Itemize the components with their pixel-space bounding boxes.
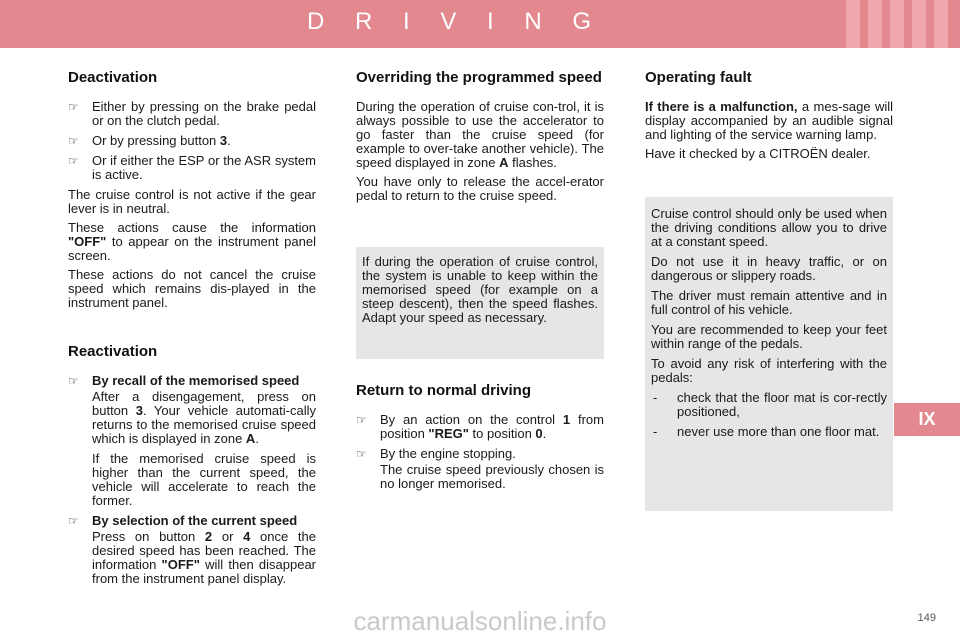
bullet-text: . [227, 133, 231, 148]
bullet-title: By selection of the current speed [92, 513, 298, 528]
text: During the operation of cruise con-trol, it is always possible to use the accelerator to go faster than the cruise speed (for example to over-take another vehicle). The speed displayed in zone [356, 99, 604, 170]
pointing-hand-icon: ☞ [68, 100, 79, 114]
warning-text: Do not use it in heavy traffic, or on dangerous or slippery roads. [651, 254, 887, 283]
reg-label: "REG" [428, 426, 469, 441]
warning-text: The driver must remain attentive and in full control of his vehicle. [651, 288, 887, 317]
paragraph: The cruise control is not active if the gear lever is in neutral. [68, 187, 316, 216]
zone-label: A [499, 155, 509, 170]
deactivation-item [68, 154, 316, 182]
bullet-text: Or if either the ESP or the ASR system is active. [92, 153, 316, 182]
pointing-hand-icon: ☞ [68, 374, 79, 388]
text: will then disappear from the instrument panel display. [92, 557, 317, 586]
bullet-text: Either by pressing on the brake pedal or on the clutch pedal. [92, 99, 316, 128]
reactivation-item [68, 374, 316, 388]
page-number: 149 [917, 612, 936, 624]
text: flashes. [508, 155, 557, 170]
watermark: carmanualsonline.info [353, 606, 607, 636]
dash-marker: - [653, 390, 658, 405]
header-stripe [868, 0, 882, 48]
column-middle [356, 70, 604, 497]
bullet-text: By the engine stopping. [380, 446, 516, 461]
paragraph: These actions do not cancel the cruise speed which remains dis-played in the instrument panel. [68, 267, 316, 310]
page-header [0, 0, 960, 48]
text: These actions cause the information [68, 220, 316, 235]
header-stripe [912, 0, 926, 48]
text: or [212, 529, 244, 544]
header-stripe [890, 0, 904, 48]
off-label: "OFF" [161, 557, 200, 572]
button-number: 2 [204, 529, 213, 544]
paragraph [68, 221, 316, 263]
text: never use more than one floor mat. [677, 424, 880, 439]
warning-text: To avoid any risk of interfering with the pedals: [651, 356, 887, 385]
warning-text: Cruise control should only be used when the driving conditions allow you to drive at a constant speed. [651, 206, 887, 249]
bullet-text: Or by pressing button [92, 133, 220, 148]
sub-paragraph: The cruise speed previously chosen is no longer memorised. [380, 462, 604, 491]
text: Press on button [92, 529, 205, 544]
warning-list-item [651, 391, 887, 419]
reactivation-item [68, 514, 316, 528]
pointing-hand-icon: ☞ [68, 514, 79, 528]
pointing-hand-icon: ☞ [68, 134, 79, 148]
deactivation-heading: Deactivation [68, 69, 158, 86]
paragraph: You have only to release the accel-erator pedal to return to the cruise speed. [356, 174, 604, 203]
text: . [542, 426, 547, 441]
overriding-heading: Overriding the programmed speed [356, 69, 602, 86]
header-stripe [934, 0, 948, 48]
button-number: 3 [135, 403, 143, 418]
text: By an action on the control [380, 412, 563, 427]
paragraph [645, 100, 893, 142]
zone-label: A [245, 431, 256, 446]
sub-paragraph [68, 390, 316, 446]
chapter-tab: IX [894, 403, 960, 436]
info-box [356, 247, 604, 359]
deactivation-item [68, 100, 316, 128]
return-item [356, 413, 604, 441]
paragraph [356, 100, 604, 170]
off-label: "OFF" [68, 234, 107, 249]
warning-box [645, 197, 893, 511]
text: once the desired speed has been reached. The information [92, 529, 316, 572]
text: . [255, 431, 259, 446]
header-stripes [846, 0, 948, 48]
button-number: 3 [219, 133, 228, 148]
page-title: D R I V I N G [306, 8, 603, 35]
control-number: 1 [562, 412, 571, 427]
bold-text: If there is a malfunction, [645, 99, 798, 114]
header-stripe [846, 0, 860, 48]
sub-paragraph: If the memorised cruise speed is higher than the current speed, the vehicle will accelerate to reach the former. [92, 451, 316, 508]
warning-list-item [651, 425, 887, 439]
text: After a disengagement, press on button [92, 389, 316, 418]
button-number: 4 [243, 529, 251, 544]
text: from position [380, 412, 604, 441]
pointing-hand-icon: ☞ [68, 154, 79, 168]
text: . Your vehicle automati-cally returns to the memorised cruise speed which is displayed in zone [92, 403, 316, 446]
column-right [645, 70, 893, 511]
text: a mes-sage will display accompanied by an audible signal and lighting of the service warning lamp. [645, 99, 893, 142]
text: check that the floor mat is cor-rectly positioned, [677, 390, 887, 419]
return-heading: Return to normal driving [356, 382, 532, 399]
reactivation-heading: Reactivation [68, 343, 158, 360]
operating-fault-heading: Operating fault [645, 69, 752, 86]
position-number: 0 [535, 426, 543, 441]
info-box-text: If during the operation of cruise control, the system is unable to keep within the memorised speed (for example on a steep descent), then the speed flashes. Adapt your speed as necessary. [362, 254, 598, 325]
pointing-hand-icon: ☞ [356, 447, 367, 461]
text: to appear on the instrument panel screen. [68, 234, 316, 263]
column-left [68, 70, 316, 592]
sub-paragraph [68, 530, 316, 586]
text: to position [468, 426, 536, 441]
paragraph: Have it checked by a CITROËN dealer. [645, 146, 871, 161]
dash-marker: - [653, 424, 658, 439]
bullet-title: By recall of the memorised speed [92, 373, 300, 388]
pointing-hand-icon: ☞ [356, 413, 367, 427]
return-item [356, 447, 604, 461]
deactivation-item [68, 134, 316, 148]
warning-text: You are recommended to keep your feet within range of the pedals. [651, 322, 887, 351]
